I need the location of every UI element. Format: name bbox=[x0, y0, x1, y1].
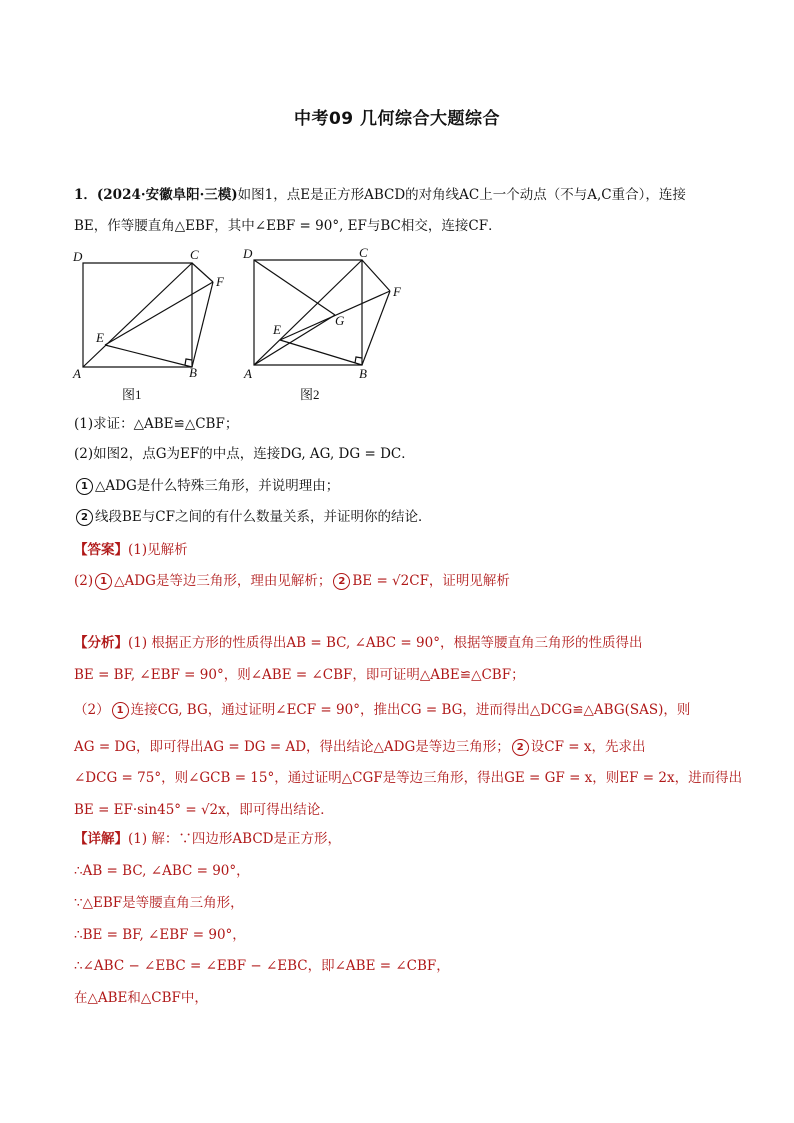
detail-tag: 【详解】 bbox=[74, 831, 128, 847]
segment-be bbox=[105, 345, 192, 367]
analysis-circle-2: 2 bbox=[512, 739, 529, 756]
sub-question-2-1: 1 △ADG是什么特殊三角形，并说明理由； bbox=[74, 476, 734, 496]
fig2-label-d: D bbox=[243, 246, 253, 261]
fig1-label-f: F bbox=[216, 274, 224, 289]
question-source: (2024·安徽阜阳·三模) bbox=[96, 187, 238, 203]
segment-be-2 bbox=[280, 340, 362, 365]
sub-question-1: (1)求证：△ABE≌△CBF； bbox=[74, 416, 239, 432]
fig2-label-e: E bbox=[273, 322, 281, 337]
analysis-line-1: 【分析】(1) 根据正方形的性质得出AB = BC, ∠ABC = 90°，根据等腰直角三角形的性质得出 bbox=[74, 635, 643, 651]
segment-ag bbox=[254, 315, 335, 365]
answer-circle-2: 2 bbox=[333, 573, 350, 590]
segment-cf bbox=[192, 263, 213, 282]
fig1-label-d: D bbox=[73, 249, 83, 264]
question-text-2: BE，作等腰直角△EBF，其中∠EBF = 90°, EF与BC相交，连接CF． bbox=[74, 218, 502, 234]
fig1-label-b: B bbox=[189, 365, 197, 380]
figure-1 bbox=[70, 244, 230, 404]
fig1-caption: 图1 bbox=[122, 387, 142, 402]
fig2-label-c: C bbox=[359, 245, 368, 260]
analysis-line-6: BE = EF·sin45° = √2x，即可得出结论． bbox=[74, 802, 334, 818]
analysis-circle-1: 1 bbox=[112, 702, 129, 719]
fig2-label-f: F bbox=[393, 284, 401, 299]
answer-line-1: 【答案】(1)见解析 bbox=[74, 542, 188, 558]
answer-circle-1: 1 bbox=[95, 573, 112, 590]
fig2-label-a: A bbox=[244, 366, 252, 381]
segment-cf-2 bbox=[362, 260, 390, 291]
segment-dg bbox=[254, 260, 335, 315]
fig2-caption: 图2 bbox=[300, 387, 320, 402]
fig1-label-a: A bbox=[73, 366, 81, 381]
detail-line-1: 【详解】(1) 解：∵四边形ABCD是正方形， bbox=[74, 831, 341, 847]
analysis-line-5: ∠DCG = 75°，则∠GCB = 15°，通过证明△CGF是等边三角形，得出GE = GF = x，则EF = 2x，进而得出 bbox=[74, 770, 743, 786]
right-angle-mark-2 bbox=[355, 357, 362, 363]
sub-question-2-2: 2 线段BE与CF之间的有什么数量关系，并证明你的结论． bbox=[74, 507, 734, 527]
detail-line-2: ∴AB = BC, ∠ABC = 90°， bbox=[74, 863, 250, 879]
answer-tag: 【答案】 bbox=[74, 542, 128, 558]
fig2-label-b: B bbox=[359, 366, 367, 381]
circle-number-1: 1 bbox=[76, 478, 93, 495]
diagonal-ac-2 bbox=[254, 260, 362, 365]
question-text-1: 如图1，点E是正方形ABCD的对角线AC上一个动点（不与A,C重合），连接 bbox=[237, 187, 686, 203]
analysis-line-3: （2） 1 连接CG, BG，通过证明∠ECF = 90°，推出CG = BG，进而得出△DCG≌△ABG(SAS)，则 bbox=[74, 702, 691, 718]
detail-line-6: 在△ABE和△CBF中， bbox=[74, 990, 208, 1006]
fig1-label-c: C bbox=[190, 247, 199, 262]
analysis-line-2: BE = BF, ∠EBF = 90°，则∠ABE = ∠CBF，即可证明△ABE≌△CBF； bbox=[74, 667, 525, 683]
detail-line-5: ∴∠ABC − ∠EBC = ∠EBF − ∠EBC，即∠ABE = ∠CBF， bbox=[74, 958, 450, 974]
segment-fb bbox=[192, 282, 213, 367]
question-line-1: 1．(2024·安徽阜阳·三模)如图1，点E是正方形ABCD的对角线AC上一个动点（不与A,C重合），连接 bbox=[74, 187, 686, 203]
detail-line-3: ∵△EBF是等腰直角三角形， bbox=[74, 895, 244, 911]
answer-line-2: (2) 1 △ADG是等边三角形，理由见解析； 2 BE = √2CF，证明见解析 bbox=[74, 573, 510, 589]
figure-2 bbox=[240, 244, 415, 404]
fig2-label-g: G bbox=[335, 313, 345, 328]
detail-line-4: ∴BE = BF, ∠EBF = 90°， bbox=[74, 927, 246, 943]
analysis-tag: 【分析】 bbox=[74, 635, 128, 651]
fig1-label-e: E bbox=[96, 330, 104, 345]
analysis-line-4: AG = DG，即可得出AG = DG = AD，得出结论△ADG是等边三角形； 2 设CF = x，先求出 bbox=[74, 739, 646, 755]
circle-number-2: 2 bbox=[76, 509, 93, 526]
page-title: 中考09 几何综合大题综合 bbox=[293, 109, 501, 129]
question-number: 1 bbox=[74, 187, 84, 203]
diagonal-ac bbox=[83, 263, 192, 367]
sub-question-2: (2)如图2，点G为EF的中点，连接DG, AG, DG = DC． bbox=[74, 446, 415, 462]
segment-ef bbox=[105, 282, 213, 345]
